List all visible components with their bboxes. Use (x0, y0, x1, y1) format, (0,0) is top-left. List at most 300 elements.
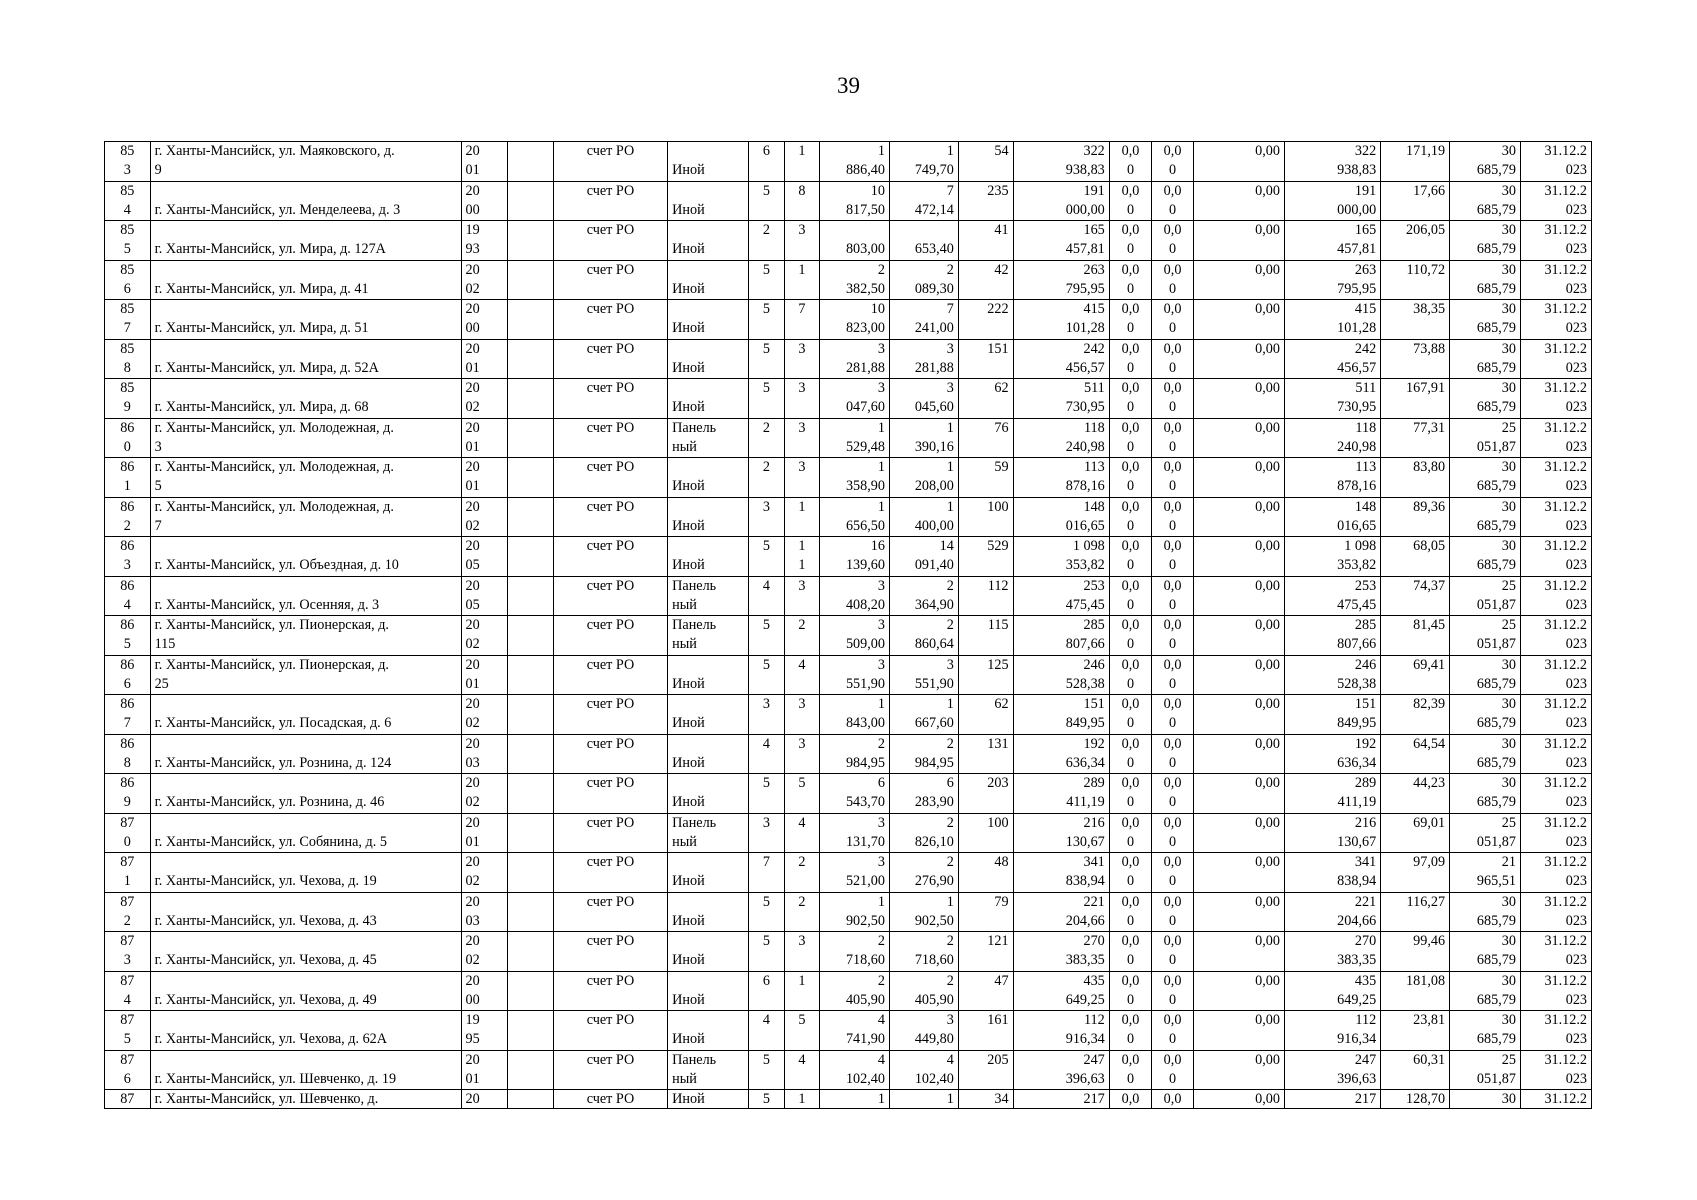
source-3-cell: 0,00 (1193, 695, 1284, 735)
living-area-cell: 1 (889, 1090, 958, 1109)
entrances-cell: 3 (784, 932, 819, 972)
wall-material-cell: Иной (668, 853, 749, 893)
table-row (105, 339, 1592, 379)
year-cell: 20 00 (461, 300, 508, 340)
residents-cell: 121 (958, 932, 1013, 972)
living-area-cell: 14 091,40 (889, 537, 958, 577)
source-3-cell: 0,00 (1193, 1090, 1284, 1109)
unit-cost-cell: 77,31 (1381, 418, 1450, 458)
limit-cost-cell: 30 685,79 (1450, 142, 1521, 182)
total-cost-cell: 221 204,66 (1284, 892, 1380, 932)
cost-cell: 247 396,63 (1013, 1050, 1109, 1090)
unit-cost-cell: 74,37 (1381, 576, 1450, 616)
source-1-cell: 0,0 0 (1109, 1050, 1152, 1090)
total-area-cell: 3 047,60 (820, 379, 890, 419)
entrances-cell: 3 (784, 339, 819, 379)
source-1-cell: 0,0 0 (1109, 734, 1152, 774)
year-cell: 20 03 (461, 734, 508, 774)
source-3-cell: 0,00 (1193, 892, 1284, 932)
source-2-cell: 0,0 0 (1152, 655, 1194, 695)
cost-cell: 216 130,67 (1013, 813, 1109, 853)
year-cell: 20 02 (461, 379, 508, 419)
total-area-cell: 3 521,00 (820, 853, 890, 893)
address-cell: г. Ханты-Мансийск, ул. Молодежная, д. 7 (150, 497, 461, 537)
source-3-cell: 0,00 (1193, 418, 1284, 458)
fund-method-cell: счет РО (553, 458, 667, 498)
floors-cell: 4 (749, 576, 784, 616)
blank-cell (508, 379, 554, 419)
address-cell: г. Ханты-Мансийск, ул. Чехова, д. 43 (150, 892, 461, 932)
address-cell: г. Ханты-Мансийск, ул. Мира, д. 68 (150, 379, 461, 419)
residents-cell: 151 (958, 339, 1013, 379)
source-1-cell: 0,0 0 (1109, 300, 1152, 340)
total-cost-cell: 511 730,95 (1284, 379, 1380, 419)
unit-cost-cell: 97,09 (1381, 853, 1450, 893)
year-cell: 20 02 (461, 932, 508, 972)
total-area-cell: 3 281,88 (820, 339, 890, 379)
fund-method-cell: счет РО (553, 418, 667, 458)
table-row (105, 1050, 1592, 1090)
residents-cell: 112 (958, 576, 1013, 616)
blank-cell (508, 418, 554, 458)
blank-cell (508, 300, 554, 340)
source-2-cell: 0,0 0 (1152, 497, 1194, 537)
row-number-cell: 86 1 (105, 458, 151, 498)
limit-cost-cell: 30 685,79 (1450, 458, 1521, 498)
total-cost-cell: 263 795,95 (1284, 260, 1380, 300)
row-number-cell: 85 9 (105, 379, 151, 419)
deadline-cell: 31.12.2 023 (1520, 1011, 1591, 1051)
entrances-cell: 8 (784, 181, 819, 221)
living-area-cell: 1 749,70 (889, 142, 958, 182)
wall-material-cell: Иной (668, 734, 749, 774)
total-cost-cell: 113 878,16 (1284, 458, 1380, 498)
source-1-cell: 0,0 0 (1109, 142, 1152, 182)
entrances-cell: 3 (784, 576, 819, 616)
table-row (105, 181, 1592, 221)
limit-cost-cell: 30 685,79 (1450, 695, 1521, 735)
blank-cell (508, 616, 554, 656)
source-1-cell: 0,0 0 (1109, 260, 1152, 300)
limit-cost-cell: 30 685,79 (1450, 260, 1521, 300)
table-row (105, 418, 1592, 458)
source-3-cell: 0,00 (1193, 853, 1284, 893)
total-cost-cell: 253 475,45 (1284, 576, 1380, 616)
table-row (105, 576, 1592, 616)
cost-cell: 242 456,57 (1013, 339, 1109, 379)
table-row (105, 1011, 1592, 1051)
fund-method-cell: счет РО (553, 537, 667, 577)
row-number-cell: 85 6 (105, 260, 151, 300)
wall-material-cell: Иной (668, 892, 749, 932)
entrances-cell: 4 (784, 1050, 819, 1090)
address-cell: г. Ханты-Мансийск, ул. Чехова, д. 19 (150, 853, 461, 893)
year-cell: 20 01 (461, 458, 508, 498)
total-cost-cell: 415 101,28 (1284, 300, 1380, 340)
source-3-cell: 0,00 (1193, 932, 1284, 972)
blank-cell (508, 655, 554, 695)
total-area-cell: 3 509,00 (820, 616, 890, 656)
floors-cell: 3 (749, 497, 784, 537)
row-number-cell: 86 2 (105, 497, 151, 537)
unit-cost-cell: 38,35 (1381, 300, 1450, 340)
floors-cell: 5 (749, 932, 784, 972)
living-area-cell: 2 364,90 (889, 576, 958, 616)
fund-method-cell: счет РО (553, 774, 667, 814)
living-area-cell: 1 902,50 (889, 892, 958, 932)
table-body (105, 142, 1592, 1109)
entrances-cell: 1 (784, 971, 819, 1011)
source-1-cell: 0,0 0 (1109, 774, 1152, 814)
cost-cell: 118 240,98 (1013, 418, 1109, 458)
unit-cost-cell: 116,27 (1381, 892, 1450, 932)
total-cost-cell: 341 838,94 (1284, 853, 1380, 893)
residents-cell: 100 (958, 813, 1013, 853)
source-1-cell: 0,0 0 (1109, 932, 1152, 972)
living-area-cell: 7 241,00 (889, 300, 958, 340)
table-row (105, 932, 1592, 972)
total-area-cell: 1 529,48 (820, 418, 890, 458)
fund-method-cell: счет РО (553, 221, 667, 261)
blank-cell (508, 497, 554, 537)
limit-cost-cell: 25 051,87 (1450, 576, 1521, 616)
deadline-cell: 31.12.2 023 (1520, 339, 1591, 379)
source-1-cell: 0,0 0 (1109, 497, 1152, 537)
total-cost-cell: 148 016,65 (1284, 497, 1380, 537)
page-number: 39 (837, 73, 860, 98)
table-row (105, 497, 1592, 537)
address-cell: г. Ханты-Мансийск, ул. Объездная, д. 10 (150, 537, 461, 577)
source-3-cell: 0,00 (1193, 339, 1284, 379)
address-cell: г. Ханты-Мансийск, ул. Чехова, д. 45 (150, 932, 461, 972)
residents-cell: 41 (958, 221, 1013, 261)
source-1-cell: 0,0 0 (1109, 892, 1152, 932)
blank-cell (508, 339, 554, 379)
source-2-cell: 0,0 0 (1152, 892, 1194, 932)
entrances-cell: 2 (784, 616, 819, 656)
source-2-cell: 0,0 0 (1152, 458, 1194, 498)
living-area-cell: 1 667,60 (889, 695, 958, 735)
wall-material-cell: Иной (668, 260, 749, 300)
source-3-cell: 0,00 (1193, 1011, 1284, 1051)
source-2-cell: 0,0 0 (1152, 181, 1194, 221)
row-number-cell: 86 3 (105, 537, 151, 577)
source-1-cell: 0,0 0 (1109, 537, 1152, 577)
limit-cost-cell: 30 685,79 (1450, 497, 1521, 537)
blank-cell (508, 181, 554, 221)
total-area-cell: 2 405,90 (820, 971, 890, 1011)
floors-cell: 5 (749, 616, 784, 656)
row-number-cell: 87 5 (105, 1011, 151, 1051)
residents-cell: 529 (958, 537, 1013, 577)
address-cell: г. Ханты-Мансийск, ул. Мира, д. 51 (150, 300, 461, 340)
limit-cost-cell: 30 685,79 (1450, 221, 1521, 261)
source-1-cell: 0,0 0 (1109, 616, 1152, 656)
source-2-cell: 0,0 0 (1152, 339, 1194, 379)
total-cost-cell: 151 849,95 (1284, 695, 1380, 735)
row-number-cell: 86 6 (105, 655, 151, 695)
entrances-cell: 3 (784, 221, 819, 261)
living-area-cell: 2 276,90 (889, 853, 958, 893)
year-cell: 20 01 (461, 142, 508, 182)
blank-cell (508, 813, 554, 853)
table-row (105, 616, 1592, 656)
deadline-cell: 31.12.2 (1520, 1090, 1591, 1109)
row-number-cell: 87 3 (105, 932, 151, 972)
unit-cost-cell: 60,31 (1381, 1050, 1450, 1090)
blank-cell (508, 1050, 554, 1090)
residents-cell: 115 (958, 616, 1013, 656)
year-cell: 20 01 (461, 418, 508, 458)
deadline-cell: 31.12.2 023 (1520, 932, 1591, 972)
deadline-cell: 31.12.2 023 (1520, 892, 1591, 932)
table-row (105, 853, 1592, 893)
source-2-cell: 0,0 0 (1152, 971, 1194, 1011)
year-cell: 20 02 (461, 616, 508, 656)
source-3-cell: 0,00 (1193, 774, 1284, 814)
row-number-cell: 86 0 (105, 418, 151, 458)
source-2-cell: 0,0 0 (1152, 853, 1194, 893)
total-area-cell: 1 656,50 (820, 497, 890, 537)
housing-registry-table (104, 141, 1592, 1109)
total-area-cell: 1 358,90 (820, 458, 890, 498)
source-3-cell: 0,00 (1193, 1050, 1284, 1090)
row-number-cell: 86 4 (105, 576, 151, 616)
row-number-cell: 86 7 (105, 695, 151, 735)
deadline-cell: 31.12.2 023 (1520, 221, 1591, 261)
total-area-cell: 10 823,00 (820, 300, 890, 340)
fund-method-cell: счет РО (553, 971, 667, 1011)
cost-cell: 285 807,66 (1013, 616, 1109, 656)
residents-cell: 235 (958, 181, 1013, 221)
blank-cell (508, 142, 554, 182)
year-cell: 20 01 (461, 655, 508, 695)
floors-cell: 5 (749, 655, 784, 695)
row-number-cell: 86 9 (105, 774, 151, 814)
limit-cost-cell: 30 685,79 (1450, 1011, 1521, 1051)
source-2-cell: 0,0 0 (1152, 221, 1194, 261)
floors-cell: 5 (749, 892, 784, 932)
source-1-cell: 0,0 0 (1109, 339, 1152, 379)
fund-method-cell: счет РО (553, 616, 667, 656)
floors-cell: 5 (749, 379, 784, 419)
living-area-cell: 4 102,40 (889, 1050, 958, 1090)
residents-cell: 222 (958, 300, 1013, 340)
entrances-cell: 4 (784, 655, 819, 695)
source-1-cell: 0,0 0 (1109, 813, 1152, 853)
source-1-cell: 0,0 0 (1109, 221, 1152, 261)
cost-cell: 435 649,25 (1013, 971, 1109, 1011)
blank-cell (508, 734, 554, 774)
row-number-cell: 87 1 (105, 853, 151, 893)
unit-cost-cell: 206,05 (1381, 221, 1450, 261)
source-1-cell: 0,0 0 (1109, 181, 1152, 221)
unit-cost-cell: 44,23 (1381, 774, 1450, 814)
wall-material-cell: Иной (668, 379, 749, 419)
living-area-cell: 653,40 (889, 221, 958, 261)
address-cell: г. Ханты-Мансийск, ул. Молодежная, д. 3 (150, 418, 461, 458)
floors-cell: 5 (749, 181, 784, 221)
table-row (105, 971, 1592, 1011)
wall-material-cell: Панель ный (668, 576, 749, 616)
cost-cell: 151 849,95 (1013, 695, 1109, 735)
cost-cell: 253 475,45 (1013, 576, 1109, 616)
floors-cell: 5 (749, 1050, 784, 1090)
living-area-cell: 2 860,64 (889, 616, 958, 656)
unit-cost-cell: 99,46 (1381, 932, 1450, 972)
blank-cell (508, 695, 554, 735)
unit-cost-cell: 171,19 (1381, 142, 1450, 182)
unit-cost-cell: 167,91 (1381, 379, 1450, 419)
address-cell: г. Ханты-Мансийск, ул. Шевченко, д. (150, 1090, 461, 1109)
year-cell: 20 02 (461, 695, 508, 735)
living-area-cell: 2 089,30 (889, 260, 958, 300)
residents-cell: 79 (958, 892, 1013, 932)
source-1-cell: 0,0 (1109, 1090, 1152, 1109)
floors-cell: 4 (749, 734, 784, 774)
row-number-cell: 85 4 (105, 181, 151, 221)
table-row (105, 379, 1592, 419)
residents-cell: 62 (958, 379, 1013, 419)
total-area-cell: 2 984,95 (820, 734, 890, 774)
fund-method-cell: счет РО (553, 181, 667, 221)
source-2-cell: 0,0 0 (1152, 774, 1194, 814)
entrances-cell: 1 (784, 497, 819, 537)
unit-cost-cell: 68,05 (1381, 537, 1450, 577)
table-row (105, 260, 1592, 300)
total-cost-cell: 247 396,63 (1284, 1050, 1380, 1090)
living-area-cell: 1 400,00 (889, 497, 958, 537)
source-3-cell: 0,00 (1193, 734, 1284, 774)
cost-cell: 263 795,95 (1013, 260, 1109, 300)
source-2-cell: 0,0 0 (1152, 616, 1194, 656)
row-number-cell: 85 7 (105, 300, 151, 340)
source-3-cell: 0,00 (1193, 616, 1284, 656)
year-cell: 20 02 (461, 260, 508, 300)
wall-material-cell: Иной (668, 300, 749, 340)
living-area-cell: 2 718,60 (889, 932, 958, 972)
residents-cell: 62 (958, 695, 1013, 735)
source-1-cell: 0,0 0 (1109, 971, 1152, 1011)
residents-cell: 125 (958, 655, 1013, 695)
total-cost-cell: 435 649,25 (1284, 971, 1380, 1011)
floors-cell: 7 (749, 853, 784, 893)
blank-cell (508, 892, 554, 932)
floors-cell: 5 (749, 1090, 784, 1109)
row-number-cell: 87 0 (105, 813, 151, 853)
floors-cell: 6 (749, 142, 784, 182)
limit-cost-cell: 30 685,79 (1450, 537, 1521, 577)
fund-method-cell: счет РО (553, 813, 667, 853)
total-cost-cell: 191 000,00 (1284, 181, 1380, 221)
limit-cost-cell: 30 (1450, 1090, 1521, 1109)
source-3-cell: 0,00 (1193, 221, 1284, 261)
fund-method-cell: счет РО (553, 892, 667, 932)
blank-cell (508, 853, 554, 893)
table-row (105, 774, 1592, 814)
table-row (105, 1090, 1592, 1109)
row-number-cell: 87 2 (105, 892, 151, 932)
total-cost-cell: 322 938,83 (1284, 142, 1380, 182)
cost-cell: 191 000,00 (1013, 181, 1109, 221)
wall-material-cell: Иной (668, 971, 749, 1011)
living-area-cell: 2 984,95 (889, 734, 958, 774)
total-cost-cell: 285 807,66 (1284, 616, 1380, 656)
year-cell: 19 95 (461, 1011, 508, 1051)
table-row (105, 142, 1592, 182)
source-1-cell: 0,0 0 (1109, 379, 1152, 419)
table-row (105, 221, 1592, 261)
blank-cell (508, 932, 554, 972)
wall-material-cell: Иной (668, 932, 749, 972)
source-2-cell: 0,0 0 (1152, 932, 1194, 972)
fund-method-cell: счет РО (553, 379, 667, 419)
residents-cell: 205 (958, 1050, 1013, 1090)
total-area-cell: 1 843,00 (820, 695, 890, 735)
year-cell: 20 00 (461, 971, 508, 1011)
deadline-cell: 31.12.2 023 (1520, 813, 1591, 853)
limit-cost-cell: 30 685,79 (1450, 734, 1521, 774)
year-cell: 20 00 (461, 181, 508, 221)
cost-cell: 322 938,83 (1013, 142, 1109, 182)
total-cost-cell: 118 240,98 (1284, 418, 1380, 458)
floors-cell: 3 (749, 813, 784, 853)
total-area-cell: 2 718,60 (820, 932, 890, 972)
wall-material-cell: Иной (668, 221, 749, 261)
source-1-cell: 0,0 0 (1109, 853, 1152, 893)
total-area-cell: 2 382,50 (820, 260, 890, 300)
deadline-cell: 31.12.2 023 (1520, 181, 1591, 221)
source-1-cell: 0,0 0 (1109, 1011, 1152, 1051)
limit-cost-cell: 30 685,79 (1450, 300, 1521, 340)
residents-cell: 54 (958, 142, 1013, 182)
deadline-cell: 31.12.2 023 (1520, 734, 1591, 774)
limit-cost-cell: 25 051,87 (1450, 1050, 1521, 1090)
blank-cell (508, 260, 554, 300)
floors-cell: 2 (749, 458, 784, 498)
unit-cost-cell: 89,36 (1381, 497, 1450, 537)
source-3-cell: 0,00 (1193, 142, 1284, 182)
total-area-cell: 6 543,70 (820, 774, 890, 814)
table-row (105, 695, 1592, 735)
entrances-cell: 3 (784, 379, 819, 419)
year-cell: 20 01 (461, 1050, 508, 1090)
source-2-cell: 0,0 0 (1152, 418, 1194, 458)
fund-method-cell: счет РО (553, 1090, 667, 1109)
fund-method-cell: счет РО (553, 260, 667, 300)
deadline-cell: 31.12.2 023 (1520, 1050, 1591, 1090)
source-2-cell: 0,0 0 (1152, 695, 1194, 735)
cost-cell: 246 528,38 (1013, 655, 1109, 695)
wall-material-cell: Иной (668, 695, 749, 735)
source-3-cell: 0,00 (1193, 537, 1284, 577)
entrances-cell: 1 (784, 142, 819, 182)
entrances-cell: 3 (784, 458, 819, 498)
address-cell: г. Ханты-Мансийск, ул. Шевченко, д. 19 (150, 1050, 461, 1090)
table-row (105, 892, 1592, 932)
fund-method-cell: счет РО (553, 695, 667, 735)
cost-cell: 165 457,81 (1013, 221, 1109, 261)
limit-cost-cell: 25 051,87 (1450, 616, 1521, 656)
source-3-cell: 0,00 (1193, 971, 1284, 1011)
residents-cell: 203 (958, 774, 1013, 814)
total-area-cell: 4 102,40 (820, 1050, 890, 1090)
source-2-cell: 0,0 0 (1152, 1050, 1194, 1090)
living-area-cell: 3 449,80 (889, 1011, 958, 1051)
floors-cell: 6 (749, 971, 784, 1011)
deadline-cell: 31.12.2 023 (1520, 142, 1591, 182)
residents-cell: 100 (958, 497, 1013, 537)
